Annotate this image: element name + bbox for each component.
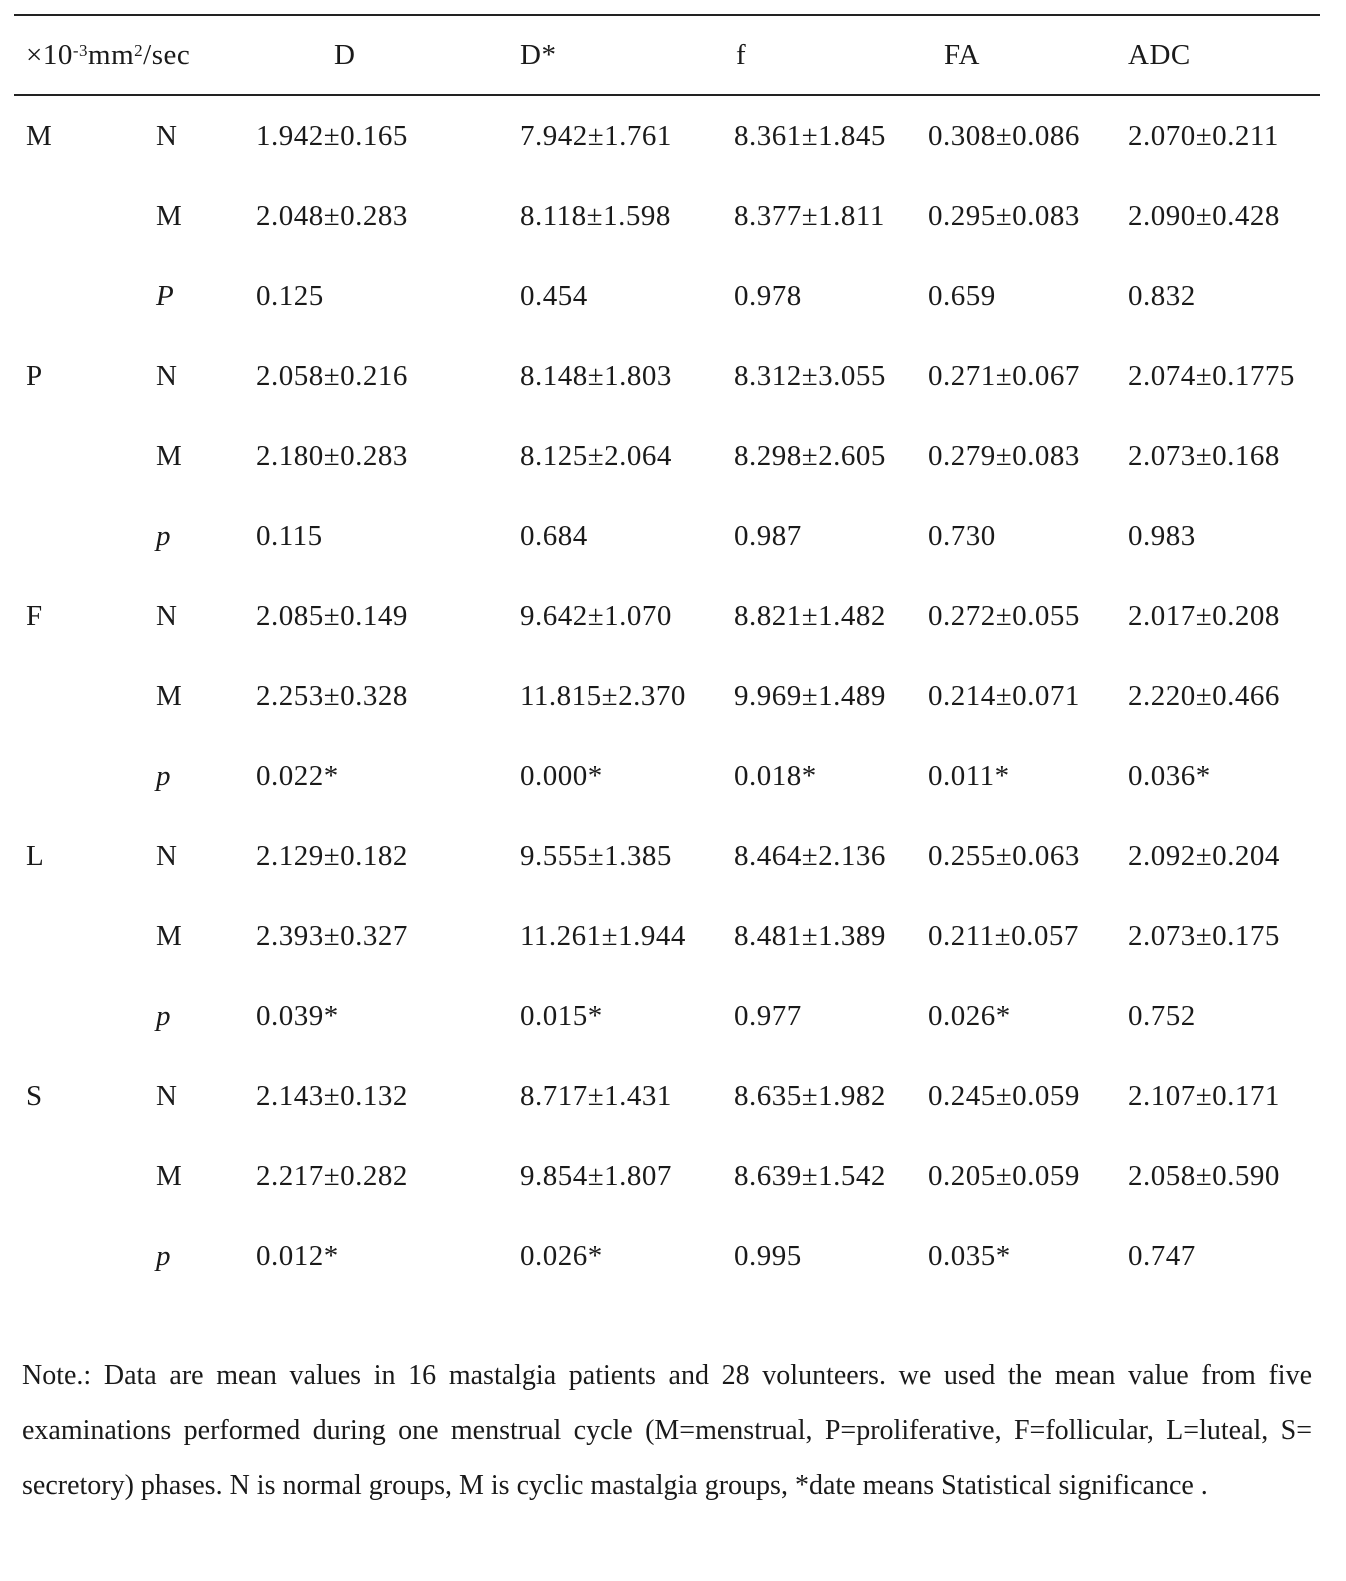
value-cell: 2.058±0.216	[256, 359, 408, 392]
value-cell: 2.092±0.204	[1128, 839, 1280, 872]
value-cell: 2.143±0.132	[256, 1079, 408, 1112]
phase-label: L	[26, 839, 45, 872]
value-cell: 9.555±1.385	[520, 839, 672, 872]
value-cell: 0.308±0.086	[928, 119, 1080, 152]
value-cell: 0.271±0.067	[928, 359, 1080, 392]
column-header: f	[736, 38, 747, 71]
table-row	[14, 96, 1320, 176]
value-cell: 2.073±0.168	[1128, 439, 1280, 472]
value-cell: 2.048±0.283	[256, 199, 408, 232]
phase-label: F	[26, 599, 43, 632]
unit-suffix: /sec	[143, 38, 191, 71]
phase-label: P	[26, 359, 43, 392]
phase-label: M	[26, 119, 53, 152]
column-header: FA	[944, 38, 980, 71]
value-cell: 0.995	[734, 1239, 802, 1272]
value-cell: 2.074±0.1775	[1128, 359, 1295, 392]
table-row	[14, 656, 1320, 736]
value-cell: 0.977	[734, 999, 802, 1032]
value-cell: 2.220±0.466	[1128, 679, 1280, 712]
table-note: Note.: Data are mean values in 16 mastalgia patients and 28 volunteers. we used the mean value from five examinations performed during one menstrual cycle (M=menstrual, P=proliferative, F=follicular, L=luteal, S= secretory) phases. N is normal groups, M is cyclic mastalgia groups, *date means Statistical significance .	[22, 1360, 1312, 1501]
group-label: p	[156, 759, 171, 792]
group-label: p	[156, 519, 171, 552]
value-cell: 0.214±0.071	[928, 679, 1080, 712]
group-label: p	[156, 999, 171, 1032]
table-row	[14, 496, 1320, 576]
group-label: N	[156, 1079, 178, 1112]
group-label: N	[156, 359, 178, 392]
value-cell: 8.821±1.482	[734, 599, 886, 632]
unit-mid: mm	[88, 38, 135, 71]
value-cell: 0.012*	[256, 1239, 339, 1272]
table-row	[14, 256, 1320, 336]
value-cell: 2.058±0.590	[1128, 1159, 1280, 1192]
value-cell: 0.279±0.083	[928, 439, 1080, 472]
group-label: N	[156, 599, 178, 632]
value-cell: 8.377±1.811	[734, 199, 885, 232]
table-row	[14, 336, 1320, 416]
value-cell: 2.217±0.282	[256, 1159, 408, 1192]
table-row	[14, 576, 1320, 656]
value-cell: 0.454	[520, 279, 588, 312]
value-cell: 2.180±0.283	[256, 439, 408, 472]
unit-prefix: ×10	[26, 38, 73, 71]
value-cell: 0.125	[256, 279, 324, 312]
value-cell: 8.118±1.598	[520, 199, 671, 232]
value-cell: 8.639±1.542	[734, 1159, 886, 1192]
value-cell: 0.659	[928, 279, 996, 312]
table-row	[14, 1216, 1320, 1296]
value-cell: 0.987	[734, 519, 802, 552]
value-cell: 0.018*	[734, 759, 817, 792]
value-cell: 0.255±0.063	[928, 839, 1080, 872]
value-cell: 8.298±2.605	[734, 439, 886, 472]
value-cell: 8.125±2.064	[520, 439, 672, 472]
value-cell: 0.205±0.059	[928, 1159, 1080, 1192]
value-cell: 0.245±0.059	[928, 1079, 1080, 1112]
value-cell: 11.261±1.944	[520, 919, 686, 952]
value-cell: 0.039*	[256, 999, 339, 1032]
value-cell: 0.752	[1128, 999, 1196, 1032]
value-cell: 2.073±0.175	[1128, 919, 1280, 952]
value-cell: 0.684	[520, 519, 588, 552]
unit-header: ×10 $^{-3}$ mm $^2$ /sec	[26, 38, 191, 71]
data-table	[14, 14, 1320, 1296]
table-row	[14, 1056, 1320, 1136]
table-row	[14, 896, 1320, 976]
value-cell: 2.253±0.328	[256, 679, 408, 712]
value-cell: 2.129±0.182	[256, 839, 408, 872]
value-cell: 2.017±0.208	[1128, 599, 1280, 632]
value-cell: 0.730	[928, 519, 996, 552]
value-cell: 0.011*	[928, 759, 1010, 792]
table-row	[14, 816, 1320, 896]
group-label: p	[156, 1239, 171, 1272]
value-cell: 1.942±0.165	[256, 119, 408, 152]
group-label: N	[156, 839, 178, 872]
value-cell: 9.854±1.807	[520, 1159, 672, 1192]
group-label: M	[156, 199, 183, 232]
group-label: P	[156, 279, 175, 312]
group-label: N	[156, 119, 178, 152]
value-cell: 0.747	[1128, 1239, 1196, 1272]
value-cell: 0.272±0.055	[928, 599, 1080, 632]
value-cell: 8.312±3.055	[734, 359, 886, 392]
table-row	[14, 176, 1320, 256]
table-row	[14, 976, 1320, 1056]
value-cell: 8.464±2.136	[734, 839, 886, 872]
column-header: ADC	[1128, 38, 1191, 71]
group-label: M	[156, 439, 183, 472]
value-cell: 2.070±0.211	[1128, 119, 1279, 152]
value-cell: 8.361±1.845	[734, 119, 886, 152]
value-cell: 9.642±1.070	[520, 599, 672, 632]
group-label: M	[156, 679, 183, 712]
value-cell: 11.815±2.370	[520, 679, 686, 712]
table-row	[14, 416, 1320, 496]
value-cell: 9.969±1.489	[734, 679, 886, 712]
value-cell: 0.026*	[928, 999, 1011, 1032]
group-label: M	[156, 919, 183, 952]
value-cell: 0.035*	[928, 1239, 1011, 1272]
group-label: M	[156, 1159, 183, 1192]
value-cell: 0.295±0.083	[928, 199, 1080, 232]
value-cell: 2.393±0.327	[256, 919, 408, 952]
value-cell: 0.026*	[520, 1239, 603, 1272]
value-cell: 8.148±1.803	[520, 359, 672, 392]
table-header-row	[14, 16, 1320, 94]
column-header: D	[334, 38, 356, 71]
value-cell: 0.115	[256, 519, 323, 552]
value-cell: 2.090±0.428	[1128, 199, 1280, 232]
column-header: D*	[520, 38, 557, 71]
value-cell: 2.107±0.171	[1128, 1079, 1280, 1112]
table-row	[14, 736, 1320, 816]
value-cell: 0.036*	[1128, 759, 1211, 792]
value-cell: 0.832	[1128, 279, 1196, 312]
value-cell: 0.211±0.057	[928, 919, 1079, 952]
value-cell: 8.635±1.982	[734, 1079, 886, 1112]
value-cell: 0.983	[1128, 519, 1196, 552]
value-cell: 7.942±1.761	[520, 119, 672, 152]
table-body	[14, 96, 1320, 1296]
value-cell: 0.000*	[520, 759, 603, 792]
table-row	[14, 1136, 1320, 1216]
value-cell: 2.085±0.149	[256, 599, 408, 632]
value-cell: 0.022*	[256, 759, 339, 792]
value-cell: 8.481±1.389	[734, 919, 886, 952]
phase-label: S	[26, 1079, 43, 1112]
value-cell: 0.015*	[520, 999, 603, 1032]
value-cell: 8.717±1.431	[520, 1079, 672, 1112]
value-cell: 0.978	[734, 279, 802, 312]
